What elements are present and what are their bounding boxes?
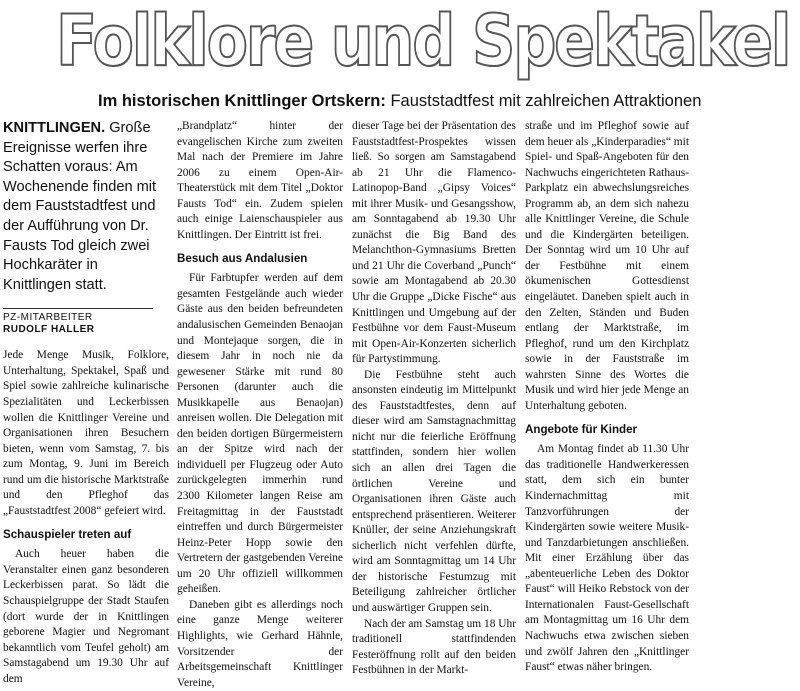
article-headline: Folklore und Spektakel <box>56 0 790 82</box>
lead-paragraph <box>3 119 169 295</box>
author-name: RUDOLF HALLER <box>3 324 95 336</box>
byline <box>3 308 169 336</box>
column-2 <box>177 119 343 689</box>
subhead-kicker: Im historischen Knittlinger Ortskern: <box>98 92 386 110</box>
body-paragraph: Am Montag findet ab 11.30 Uhr das traditionelle Handwerkeressen statt, dem sich ein bunter Kindernachmittag mit Tanzvorführungen der Kindergärten sowie weitere Musik- und Tanzdarbietungen anschließen. Mit einer Erzählung über das „abenteuerliche Leben des Doktor Faust“ will Heiko Rebstock von der Internationalen Faust-Gesellschaft am Montagmittag um 16 Uhr dem Nachwuchs etwa zwischen sieben und zwölf Jahren den „Knittlinger Faust“ etwas näher bringen. <box>525 443 689 674</box>
body-paragraph: Auch heuer haben die Veranstalter einen ganz besonderen Leckerbissen parat. So lädt die Schauspielgruppe der Stadt Staufen (dort wurde der in Knittlingen geborene Magier und Negromant bekanntlich vom Teufel geholt) am Samstagabend um 19.30 Uhr auf dem <box>3 548 169 685</box>
subhead-text: Fauststadtfest mit zahlreichen Attraktionen <box>385 92 702 110</box>
column-3 <box>352 119 516 680</box>
section-heading-schauspieler: Schauspieler treten auf <box>3 528 132 542</box>
author-role: PZ-MITARBEITER <box>3 308 153 324</box>
body-paragraph: Daneben gibt es allerdings noch eine ganze Menge weiterer Highlights, wie Gerhard Hähnle, Vorsitzender der Arbeitsgemeinschaft Knittlinger Vereine, <box>177 598 343 689</box>
article-subheadline <box>98 90 798 112</box>
column-1 <box>3 119 169 685</box>
dateline: KNITTLINGEN. <box>3 120 106 136</box>
section-heading-andalusien: Besuch aus Andalusien <box>177 252 308 266</box>
body-paragraph: Nach der am Samstag um 18 Uhr traditionell stattfindenden Festeröffnung rollt auf den beiden Festbühnen in der Markt- <box>352 617 516 677</box>
body-paragraph: straße und im Pfleghof sowie auf dem heuer als „Kinderparadies“ mit Spiel- und Spaß-Angeboten für den Nachwuchs eingerichteten Rathaus-Parkplatz ein abwechslungsreiches Programm ab, an dem sich nahezu alle Knittlinger Vereine, die Schule und die Kindergärten beteiligen. Der Sonntag wird um 10 Uhr auf der Festbühne mit einem ökumenischen Gottesdienst eingeläutet. Daneben spielt auch in den Zelten, Ständen und Buden entlang der Marktstraße, im Pfleghof, rund um den Kirchplatz sowie in der Fauststraße im wahrsten Sinne des Wortes die Musik und wird hier jede Menge an Unterhaltung geboten. <box>525 120 689 412</box>
body-paragraph: „Brandplatz“ hinter der evangelischen Kirche zum zweiten Mal nach der Premiere im Jahre 2006 zu einem Open-Air-Theaterstück mit dem Titel „Doktor Fausts Tod“ ein. Zudem spielen auch einige Laienschauspieler aus Knittlingen. Der Eintritt ist frei. <box>177 120 343 241</box>
column-4 <box>525 119 689 680</box>
body-paragraph: Für Farbtupfer werden auf dem gesamten Festgelände auch wieder Gäste aus den beiden befreundeten andalusischen Gemeinden Benaojan und Montejaque sorgen, die in diesem Jahr in noch nie da gewesener Stärke mit rund 80 Personen (darunter auch die Musikkapelle aus Benaojan) anreisen wollen. Die Delegation mit den beiden dortigen Bürgermeistern an der Spitze wird nach der individuell per Flugzeug oder Auto zurückgelegten immerhin rund 2300 Kilometer langen Reise am Freitagmittag in der Fauststadt eintreffen und durch Bürgermeister Heinz-Peter Hopp sowie den Vertretern der gastgebenden Vereine um 20 Uhr offiziell willkommen geheißen. <box>177 272 343 596</box>
body-paragraph: dieser Tage bei der Präsentation des Fauststadtfest-Prospektes wissen ließ. So sorgen am Samstagabend ab 21 Uhr die Flamenco-Latinopop-Band „Gipsy Voices“ mit ihrer Musik- und Gesangsshow, am Sonntagabend ab 19.30 Uhr zunächst die Big Band des Melanchthon-Gymnasiums Bretten und 21 Uhr die Coverband „Punch“ sowie am Montagabend ab 20.30 Uhr die Gruppe „Dicke Fische“ aus Knittlingen und Umgebung auf der Festbühne vor dem Faust-Museum mit Open-Air-Konzerten sicherlich für Partystimmung. <box>352 120 516 366</box>
section-heading-kinder: Angebote für Kinder <box>525 423 638 437</box>
lead-text: Große Ereignisse werfen ihre Schatten voraus: Am Wochenende finden mit dem Fauststadtfest und der Aufführung von Dr. Fausts Tod gleich zwei Hochkaräter in Knittlingen statt. <box>3 120 157 293</box>
body-paragraph: Die Festbühne steht auch ansonsten eindeutig im Mittelpunkt des Fauststadtfestes, denn auf dieser wird am Samstagnachmittag nicht nur die feierliche Eröffnung stattfinden, sondern hier wollen sich an allen drei Tagen die örtlichen Vereine und Organisationen ihren Gäste auch entsprechend präsentieren. Weiterer Knüller, der seine Anziehungskraft sicherlich nicht verfehlen dürfte, wird am Sonntagmittag um 14 Uhr der historische Festumzug mit Beteiligung zahlreicher örtlicher und auswärtiger Gruppen sein. <box>352 368 516 614</box>
body-paragraph: Jede Menge Musik, Folklore, Unterhaltung, Spektakel, Spaß und Spiel sowie zahlreiche kulinarische Spezialitäten und Leckerbissen wollen die Knittlinger Vereine und Organisationen ihren Besuchern bieten, wenn vom Samstag, 7. bis zum Montag, 9. Juni im Bereich rund um die historische Marktstraße und den Pfleghof das „Fauststadtfest 2008“ gefeiert wird. <box>3 349 169 517</box>
